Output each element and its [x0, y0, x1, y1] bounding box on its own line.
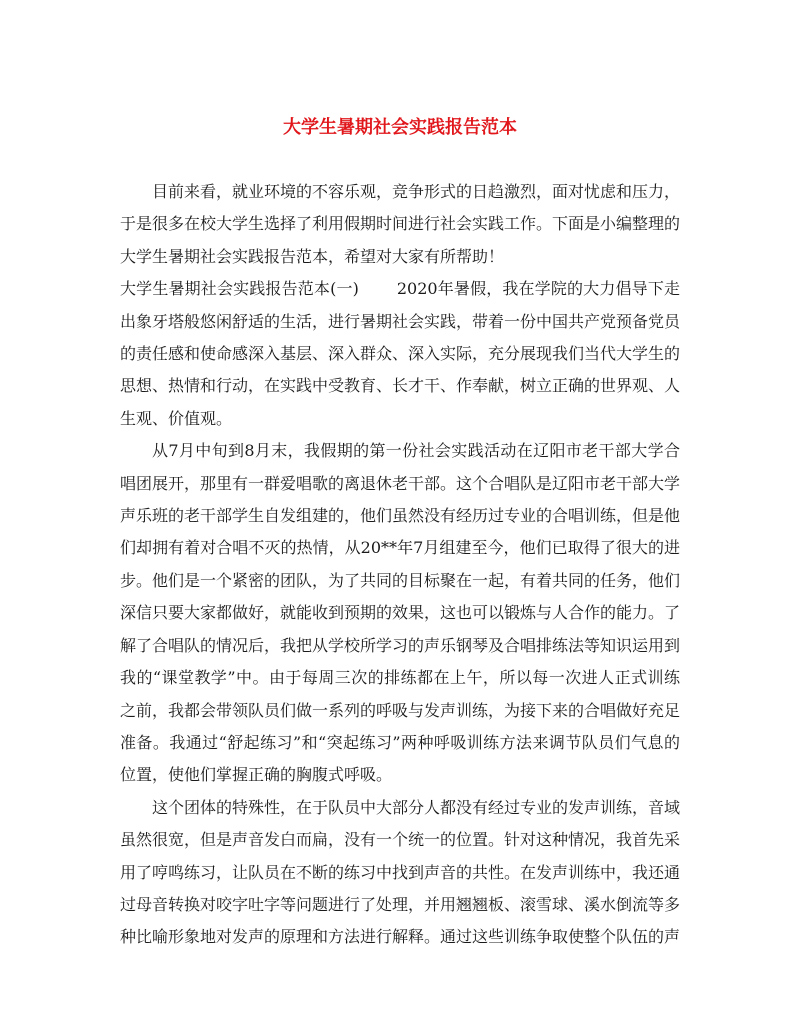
- document-body: [120, 176, 680, 954]
- document-title: 大学生暑期社会实践报告范本: [283, 117, 517, 138]
- section-paragraph: [120, 273, 680, 435]
- section-first-paragraph: 2020年暑假，我在学院的大力倡导下走出象牙塔般悠闲舒适的生活，进行暑期社会实践，带着一份中国共产党预备党员的责任感和使命感深入基层、深入群众、深入实际，充分展现我们当代大学生的思想、热情和行动，在实践中受教育、长才干、作奉献，树立正确的世界观、人生观、价值观。: [120, 279, 681, 428]
- section-heading: 大学生暑期社会实践报告范本(一): [120, 279, 359, 299]
- body-paragraph-2: 从7月中旬到8月末，我假期的第一份社会实践活动在辽阳市老干部大学合唱团展开，那里有一群爱唱歌的离退休老干部。这个合唱队是辽阳市老干部大学声乐班的老干部学生自发组建的，他们虽然没有经历过专业的合唱训练，但是他们却拥有着对合唱不灭的热情，从20**年7月组建至今，他们已取得了很大的进步。他们是一个紧密的团队，为了共同的目标聚在一起，有着共同的任务，他们深信只要大家都做好，就能收到预期的效果，这也可以锻炼与人合作的能力。了解了合唱队的情况后，我把从学校所学习的声乐钢琴及合唱排练法等知识运用到我的“课堂教学”中。由于每周三次的排练都在上午，所以每一次进人正式训练之前，我都会带领队员们做一系列的呼吸与发声训练，为接下来的合唱做好充足准备。我通过“舒起练习”和“突起练习”两种呼吸训练方法来调节队员们气息的位置，使他们掌握正确的胸腹式呼吸。: [120, 441, 681, 785]
- intro-paragraph: 目前来看，就业环境的不容乐观，竞争形式的日趋激烈，面对忧虑和压力，于是很多在校大学生选择了利用假期时间进行社会实践工作。下面是小编整理的大学生暑期社会实践报告范本，希望对大家有所帮助！: [120, 182, 681, 266]
- body-paragraph-3: 这个团体的特殊性，在于队员中大部分人都没有经过专业的发声训练，音域虽然很宽，但是声音发白而扁，没有一个统一的位置。针对这种情况，我首先采用了哼鸣练习，让队员在不断的练习中找到声音的共性。在发声训练中，我还通过母音转换对咬字吐字等问题进行了处理，并用翘翘板、滚雪球、溪水倒流等多种比喻形象地对发声的原理和方法进行解释。通过这些训练争取使整个队伍的声: [120, 797, 681, 947]
